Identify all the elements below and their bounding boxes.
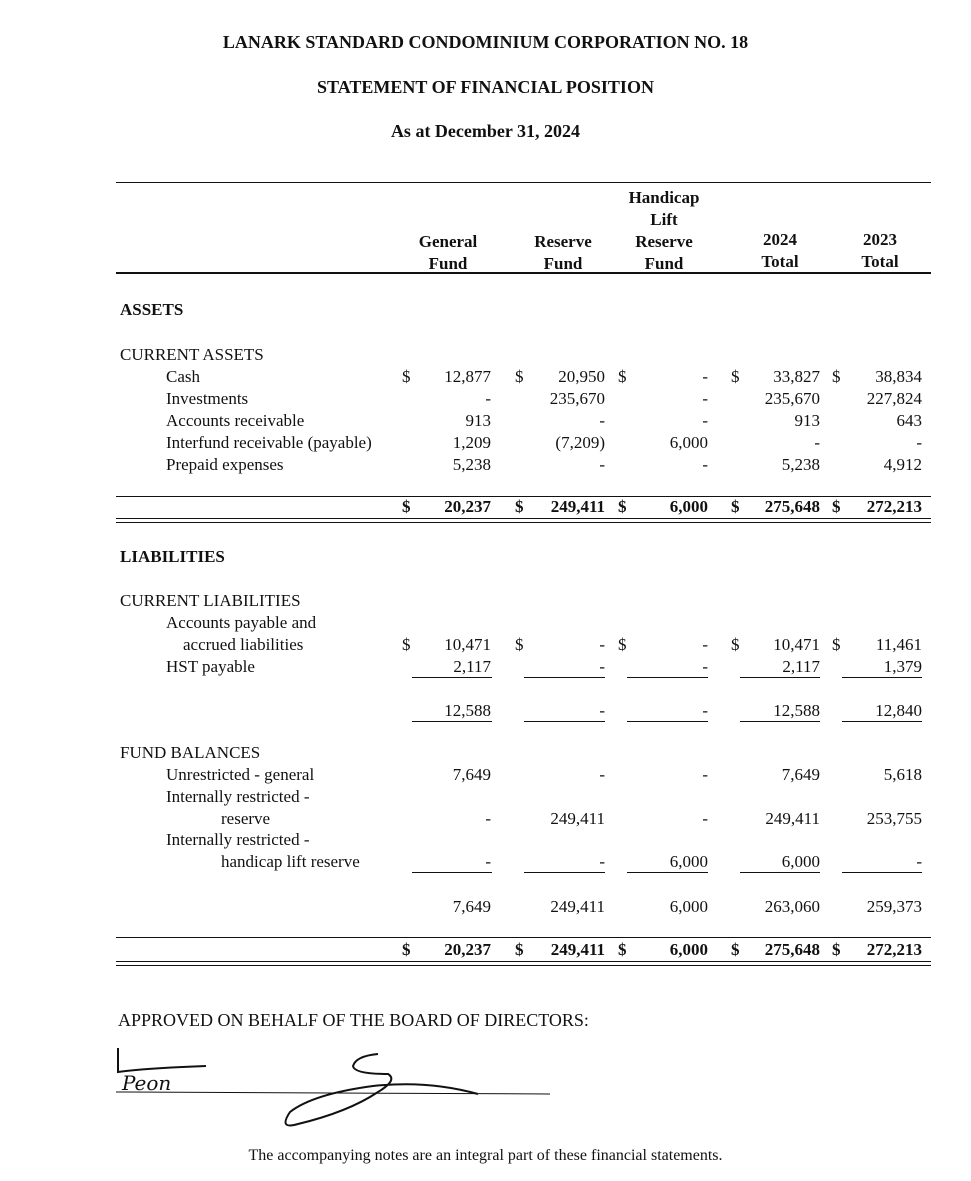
underline-t2024 — [740, 677, 820, 678]
asset-amount-reserve: - — [599, 411, 605, 430]
amount-reserve: 249,411 — [550, 897, 605, 916]
amount-reserve: - — [599, 701, 605, 720]
dollar-sign-t2024: $ — [731, 367, 740, 386]
asset-amount-reserve: 235,670 — [549, 389, 605, 408]
amount-t2024: 275,648 — [764, 940, 820, 959]
current-liabilities-heading: CURRENT LIABILITIES — [120, 591, 301, 610]
reserve-label-line2: reserve — [221, 809, 271, 828]
amount-t2024: 275,648 — [764, 497, 820, 516]
dollar-sign-t2024: $ — [731, 635, 740, 654]
asset-amount-general: 5,238 — [452, 455, 491, 474]
signature-2 — [286, 1054, 479, 1126]
col-2024-total: 2024 Total — [761, 230, 799, 271]
grand-total-rule-1 — [116, 961, 931, 962]
col-reserve-fund: Reserve Fund — [534, 232, 592, 273]
asset-amount-handicap: - — [702, 455, 708, 474]
amount-handicap: - — [702, 657, 708, 676]
amount-general: 2,117 — [453, 657, 491, 676]
amount-handicap: 6,000 — [669, 940, 708, 959]
asset-label: Accounts receivable — [166, 411, 305, 430]
amount-t2023: - — [916, 852, 922, 871]
asset-amount-t2024: 33,827 — [773, 367, 820, 386]
asset-amount-t2023: 38,834 — [875, 367, 922, 386]
dollar-sign-handicap: $ — [618, 497, 627, 516]
amount-t2023: 5,618 — [883, 765, 922, 784]
asset-amount-t2024: 235,670 — [764, 389, 820, 408]
asset-label: Investments — [166, 389, 249, 408]
grand-total-top-rule — [116, 937, 931, 938]
dollar-sign-t2024: $ — [731, 497, 740, 516]
amount-t2024: 7,649 — [781, 765, 820, 784]
company-name: LANARK STANDARD CONDOMINIUM CORPORATION NO. 18 — [222, 32, 749, 52]
asset-amount-handicap: - — [702, 367, 708, 386]
amount-general: - — [485, 809, 491, 828]
signature-1-stroke — [118, 1048, 206, 1072]
amount-reserve: 249,411 — [550, 940, 605, 959]
asset-amount-reserve: - — [599, 455, 605, 474]
statement-title: STATEMENT OF FINANCIAL POSITION — [317, 77, 654, 97]
dollar-sign-t2024: $ — [731, 940, 740, 959]
amount-reserve: - — [599, 657, 605, 676]
col-general-fund: General Fund — [418, 232, 478, 273]
asset-amount-t2023: 643 — [896, 411, 922, 430]
amount-t2024: 2,117 — [782, 657, 820, 676]
amount-t2024: 10,471 — [773, 635, 820, 654]
header-top-rule — [116, 182, 931, 183]
underline-handicap — [627, 872, 708, 873]
current-assets-heading: CURRENT ASSETS — [120, 345, 264, 364]
asset-label: Prepaid expenses — [166, 455, 284, 474]
underline-handicap — [627, 677, 708, 678]
dollar-sign-t2023: $ — [832, 497, 841, 516]
asset-amount-handicap: - — [702, 411, 708, 430]
asset-amount-general: - — [485, 389, 491, 408]
amount-t2023: 12,840 — [875, 701, 922, 720]
liabilities-heading: LIABILITIES — [120, 547, 225, 566]
amount-t2023: 253,755 — [866, 809, 922, 828]
amount-reserve: 249,411 — [550, 809, 605, 828]
underline-handicap — [627, 721, 708, 722]
dollar-sign-t2023: $ — [832, 367, 841, 386]
amount-general: 20,237 — [444, 497, 491, 516]
dollar-sign-reserve: $ — [515, 940, 524, 959]
lift-label-line1: Internally restricted - — [166, 830, 310, 849]
amount-handicap: - — [702, 635, 708, 654]
amount-general: 12,588 — [444, 701, 491, 720]
amount-general: 7,649 — [452, 897, 491, 916]
signatures — [108, 1042, 558, 1132]
dollar-sign-general: $ — [402, 940, 411, 959]
amount-reserve: - — [599, 852, 605, 871]
amount-general: 20,237 — [444, 940, 491, 959]
amount-general: - — [485, 852, 491, 871]
amount-t2024: 12,588 — [773, 701, 820, 720]
col-2023-total: 2023 Total — [861, 230, 899, 271]
asset-amount-general: 12,877 — [444, 367, 491, 386]
dollar-sign-handicap: $ — [618, 940, 627, 959]
assets-total-rule-1 — [116, 518, 931, 519]
dollar-sign-t2023: $ — [832, 940, 841, 959]
amount-handicap: - — [702, 765, 708, 784]
asset-label: Cash — [166, 367, 200, 386]
underline-t2024 — [740, 872, 820, 873]
dollar-sign-handicap: $ — [618, 367, 627, 386]
asset-amount-general: 1,209 — [452, 433, 491, 452]
underline-reserve — [524, 872, 605, 873]
amount-t2024: 263,060 — [764, 897, 820, 916]
fund-balances-heading: FUND BALANCES — [120, 743, 261, 762]
signature-1: Peon — [122, 1071, 172, 1095]
amount-t2023: 1,379 — [883, 657, 922, 676]
unrestricted-label: Unrestricted - general — [166, 765, 315, 784]
amount-handicap: - — [702, 809, 708, 828]
statement-date: As at December 31, 2024 — [390, 121, 581, 141]
amount-t2023: 259,373 — [866, 897, 922, 916]
grand-total-rule-2 — [116, 965, 931, 966]
asset-amount-reserve: (7,209) — [555, 433, 605, 452]
amount-handicap: 6,000 — [669, 897, 708, 916]
hst-label: HST payable — [166, 657, 255, 676]
amount-reserve: - — [599, 635, 605, 654]
underline-reserve — [524, 721, 605, 722]
underline-general — [412, 721, 492, 722]
asset-amount-t2024: 913 — [794, 411, 820, 430]
asset-amount-t2024: 5,238 — [781, 455, 820, 474]
amount-handicap: 6,000 — [669, 497, 708, 516]
underline-t2023 — [842, 677, 922, 678]
underline-t2023 — [842, 721, 922, 722]
underline-general — [412, 872, 492, 873]
amount-reserve: - — [599, 765, 605, 784]
lift-label-line2: handicap lift reserve — [221, 852, 360, 871]
asset-amount-reserve: 20,950 — [558, 367, 605, 386]
amount-t2023: 272,213 — [866, 940, 922, 959]
underline-t2023 — [842, 872, 922, 873]
assets-heading: ASSETS — [120, 300, 184, 319]
asset-label: Interfund receivable (payable) — [166, 433, 372, 452]
dollar-sign-general: $ — [402, 635, 411, 654]
underline-t2024 — [740, 721, 820, 722]
dollar-sign-reserve: $ — [515, 497, 524, 516]
ap-label-line1: Accounts payable and — [166, 613, 317, 632]
amount-handicap: - — [702, 701, 708, 720]
asset-amount-t2024: - — [814, 433, 820, 452]
amount-t2023: 272,213 — [866, 497, 922, 516]
asset-amount-general: 913 — [465, 411, 491, 430]
asset-amount-handicap: 6,000 — [669, 433, 708, 452]
dollar-sign-handicap: $ — [618, 635, 627, 654]
header-bottom-rule — [116, 272, 931, 274]
approval-text: APPROVED ON BEHALF OF THE BOARD OF DIRECTORS: — [118, 1010, 589, 1030]
amount-general: 7,649 — [452, 765, 491, 784]
amount-t2024: 249,411 — [765, 809, 820, 828]
asset-amount-handicap: - — [702, 389, 708, 408]
amount-t2023: 11,461 — [875, 635, 922, 654]
dollar-sign-general: $ — [402, 367, 411, 386]
dollar-sign-reserve: $ — [515, 635, 524, 654]
amount-general: 10,471 — [444, 635, 491, 654]
amount-t2024: 6,000 — [781, 852, 820, 871]
underline-reserve — [524, 677, 605, 678]
assets-total-rule-2 — [116, 522, 931, 523]
dollar-sign-general: $ — [402, 497, 411, 516]
amount-reserve: 249,411 — [550, 497, 605, 516]
ap-label-line2: accrued liabilities — [183, 635, 304, 654]
dollar-sign-t2023: $ — [832, 635, 841, 654]
col-handicap-lift-reserve-fund: Handicap Lift Reserve Fund — [628, 188, 700, 273]
footer-note: The accompanying notes are an integral part of these financial statements. — [248, 1147, 723, 1164]
amount-handicap: 6,000 — [669, 852, 708, 871]
dollar-sign-reserve: $ — [515, 367, 524, 386]
reserve-label-line1: Internally restricted - — [166, 787, 310, 806]
underline-general — [412, 677, 492, 678]
asset-amount-t2023: 4,912 — [883, 455, 922, 474]
asset-amount-t2023: 227,824 — [866, 389, 922, 408]
asset-amount-t2023: - — [916, 433, 922, 452]
